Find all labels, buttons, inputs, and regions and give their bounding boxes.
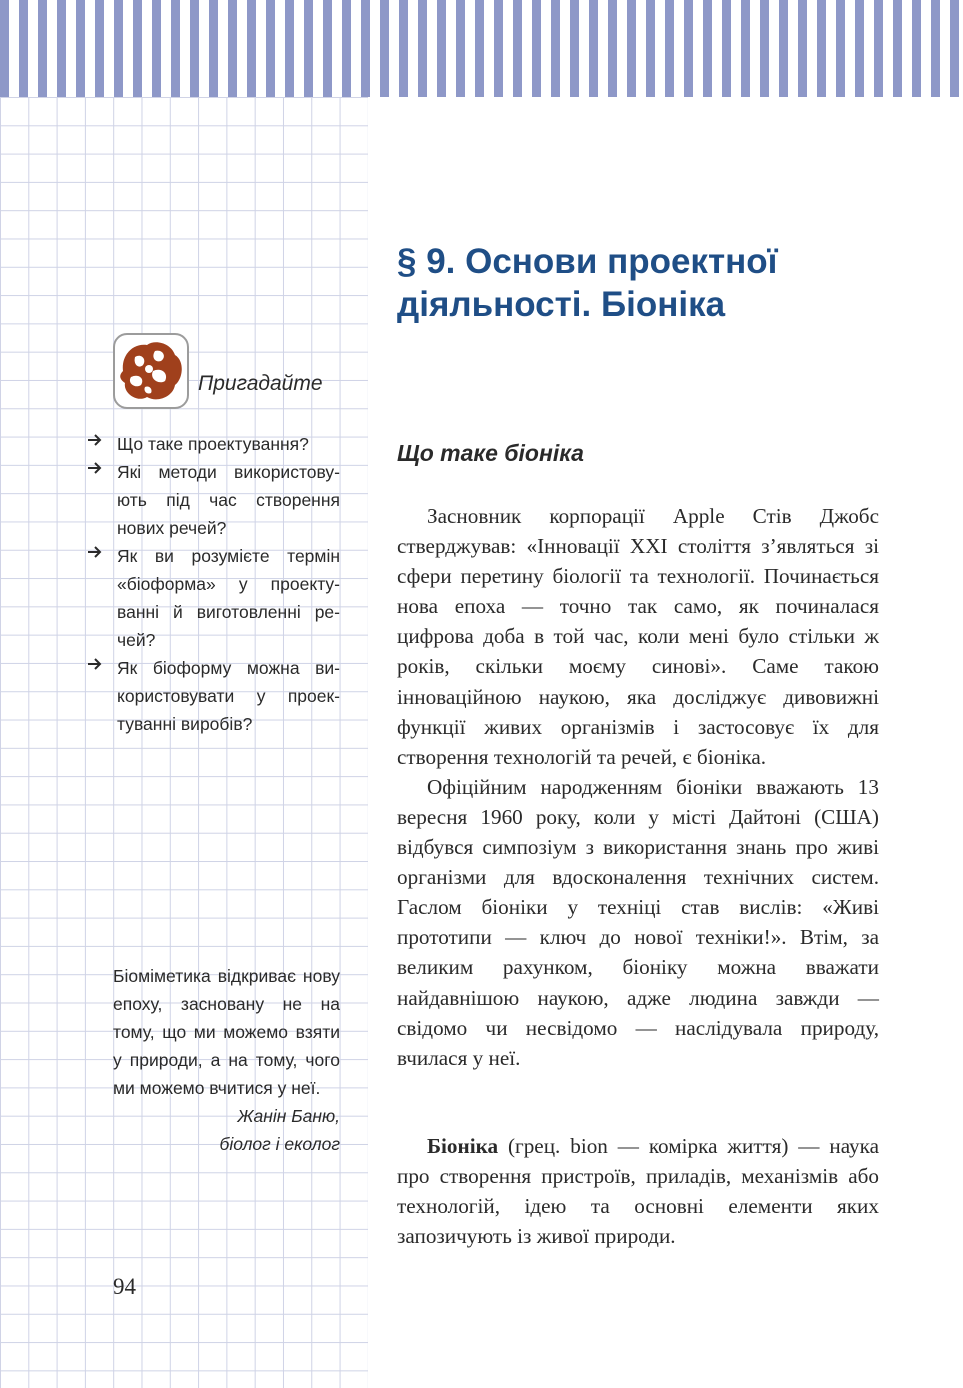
paragraph: Засновник корпорації Apple Стів Джобс стверджував: «Інновації XXI століття з’являться зі сфери перетину біології та технології. Починається нова епоха — точно так само, як починалася цифрова доба в той час, коли мені було стільки ж років, скільки моєму синові». Саме такою інноваційною наукою, яка досліджує дивовижні функції живих організмів і застосовує їх для створення технологій та речей, є біоніка. — [397, 504, 879, 769]
list-item — [86, 430, 340, 458]
arrow-right-icon — [86, 431, 104, 449]
question-text: Що таке проектування? — [117, 434, 309, 454]
list-item — [86, 542, 340, 654]
quote-text: Біоміметика відкриває нову епоху, засновану не на тому, що ми можемо взяти у природи, а на тому, чого ми можемо вчитися у неї. — [113, 966, 340, 1098]
margin-grid — [0, 97, 368, 1388]
section-title: § 9. Основи проектної діяльності. Біоніка — [397, 242, 778, 324]
definition-text: (грец. bion — комірка життя) — наука про створення пристроїв, приладів, механізмів або технологій, ідею та основні елементи яких запозичують із живої природи. — [397, 1134, 879, 1249]
subheading: Що таке біоніка — [397, 440, 584, 466]
epigraph-quote — [113, 962, 340, 1158]
recall-icon — [113, 333, 189, 409]
definition-block — [397, 1131, 879, 1251]
question-text: Як біоформу можна ви-користовувати у проек-туванні виробів? — [117, 658, 340, 734]
question-text: Як ви розумієте термін «біоформа» у проекту-ванні й виготовленні ре-чей? — [117, 546, 340, 650]
definition-paragraph — [397, 1131, 879, 1251]
question-text: Які методи використову-ють під час створення нових речей? — [117, 462, 340, 538]
arrow-right-icon — [86, 543, 104, 561]
arrow-right-icon — [86, 459, 104, 477]
quote-author: Жанін Баню, — [237, 1106, 340, 1126]
body-text — [397, 501, 879, 1073]
definition-term: Біоніка — [427, 1134, 499, 1158]
header-stripes — [0, 0, 963, 97]
page-number: 94 — [113, 1274, 136, 1299]
recall-questions — [86, 430, 340, 738]
recall-title: Пригадайте — [198, 372, 323, 395]
list-item — [86, 458, 340, 542]
paragraph: Офіційним народженням біоніки вважають 13 вересня 1960 року, коли у місті Дайтоні (США) відбувся симпозіум з використання знань про живі організми для вдосконалення технічних систем. Гаслом біоніки у техніці став вислів: «Живі прототипи — ключ до нової техніки!». Втім, за великим рахунком, біоніку можна вважати найдавнішою наукою, адже людина завжди — свідомо чи несвідомо — наслідувала природу, вчилася у неї. — [397, 774, 879, 1070]
list-item — [86, 654, 340, 738]
quote-author-role: біолог і еколог — [219, 1134, 340, 1154]
arrow-right-icon — [86, 655, 104, 673]
